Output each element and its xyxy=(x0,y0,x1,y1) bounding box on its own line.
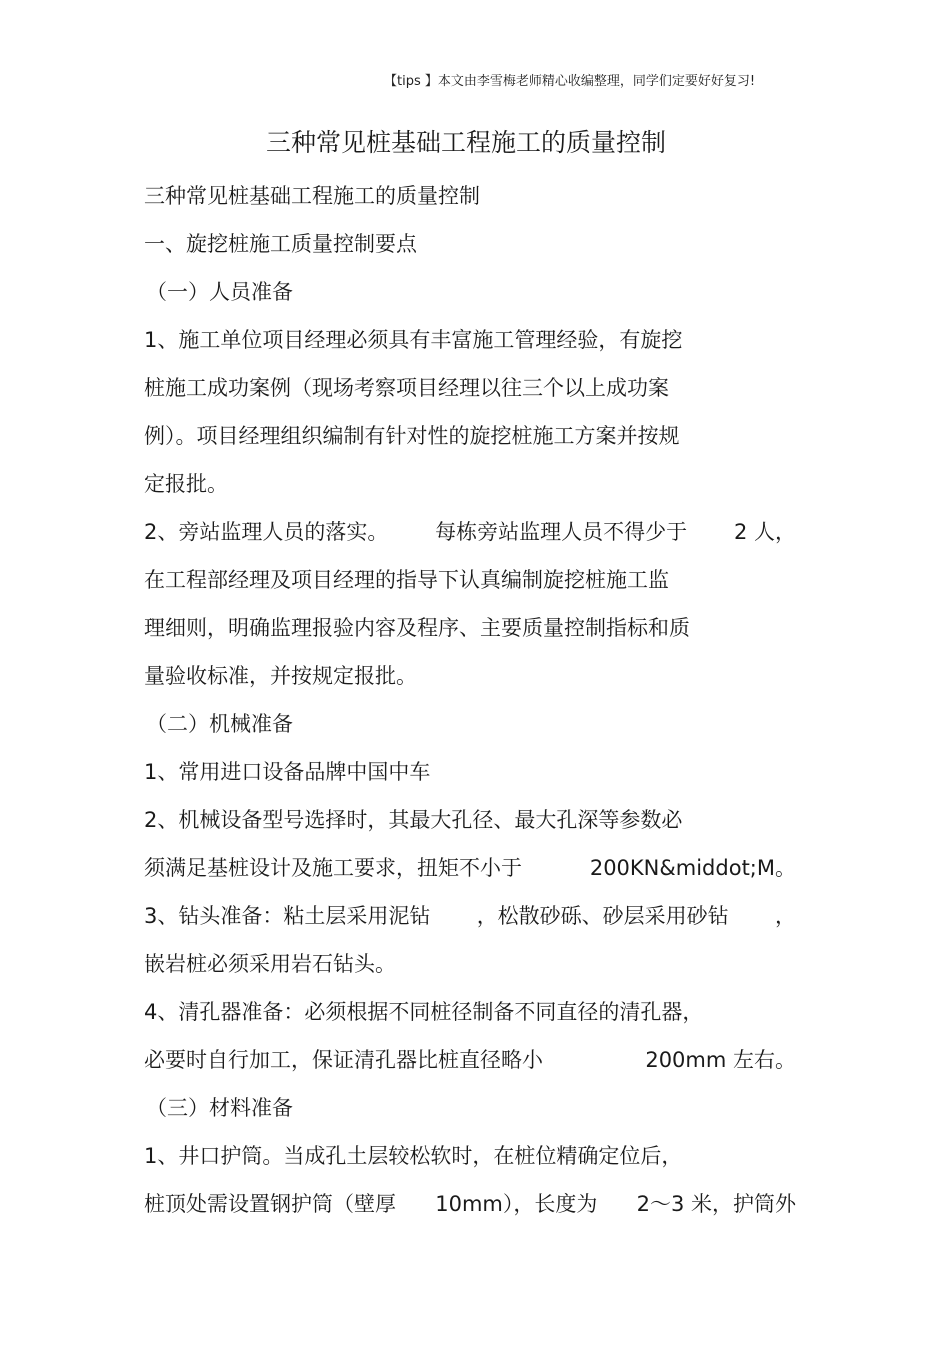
text-segment: 2～3 米，护筒外 xyxy=(636,1192,796,1216)
paragraph-line: 1、施工单位项目经理必须具有丰富施工管理经验，有旋挖 xyxy=(144,328,683,352)
paragraph-line: 在工程部经理及项目经理的指导下认真编制旋挖桩施工监 xyxy=(144,568,669,592)
text-segment: 3、钻头准备：粘土层采用泥钻 xyxy=(144,904,431,928)
document-title: 三种常见桩基础工程施工的质量控制 xyxy=(265,128,666,157)
paragraph-line: 1、井口护筒。当成孔土层较松软时，在桩位精确定位后， xyxy=(144,1144,683,1168)
text-segment: ， xyxy=(775,904,796,928)
text-segment: 200mm 左右。 xyxy=(645,1048,796,1072)
paragraph-line: 定报批。 xyxy=(144,472,228,496)
text-segment: 每栋旁站监理人员不得少于 xyxy=(435,520,688,544)
paragraph-line: 1、常用进口设备品牌中国中车 xyxy=(144,760,431,784)
text-segment: ，松散砂砾、砂层采用砂钻 xyxy=(476,904,729,928)
subsection-heading: （二）机械准备 xyxy=(146,712,293,736)
text-segment: 2、旁站监理人员的落实。 xyxy=(144,520,389,544)
paragraph-line: 三种常见桩基础工程施工的质量控制 xyxy=(144,184,480,208)
text-segment: 200KN&middot;M。 xyxy=(589,856,796,880)
paragraph-line xyxy=(144,902,796,930)
tips-header: 【tips 】本文由李雪梅老师精心收编整理，同学们定要好好复习! xyxy=(384,74,756,89)
section-heading: 一、旋挖桩施工质量控制要点 xyxy=(144,232,417,256)
paragraph-line xyxy=(144,854,796,882)
paragraph-line: 量验收标准，并按规定报批。 xyxy=(144,664,417,688)
text-segment: 2 人， xyxy=(733,520,796,544)
paragraph-line xyxy=(144,518,796,546)
text-segment: 须满足基桩设计及施工要求，扭矩不小于 xyxy=(144,856,522,880)
text-segment: 桩顶处需设置钢护筒（壁厚 xyxy=(144,1192,396,1216)
paragraph-line xyxy=(144,1190,796,1218)
paragraph-line xyxy=(144,1046,796,1074)
paragraph-line: 2、机械设备型号选择时，其最大孔径、最大孔深等参数必 xyxy=(144,808,683,832)
text-segment: 10mm），长度为 xyxy=(435,1192,598,1216)
subsection-heading: （三）材料准备 xyxy=(146,1096,293,1120)
paragraph-line: 4、清孔器准备：必须根据不同桩径制备不同直径的清孔器， xyxy=(144,1000,704,1024)
subsection-heading: （一）人员准备 xyxy=(146,280,293,304)
paragraph-line: 理细则，明确监理报验内容及程序、主要质量控制指标和质 xyxy=(144,616,690,640)
paragraph-line: 例）。项目经理组织编制有针对性的旋挖桩施工方案并按规 xyxy=(144,424,680,448)
paragraph-line: 桩施工成功案例（现场考察项目经理以往三个以上成功案 xyxy=(144,376,669,400)
paragraph-line: 嵌岩桩必须采用岩石钻头。 xyxy=(144,952,396,976)
text-segment: 必要时自行加工，保证清孔器比桩直径略小 xyxy=(144,1048,543,1072)
